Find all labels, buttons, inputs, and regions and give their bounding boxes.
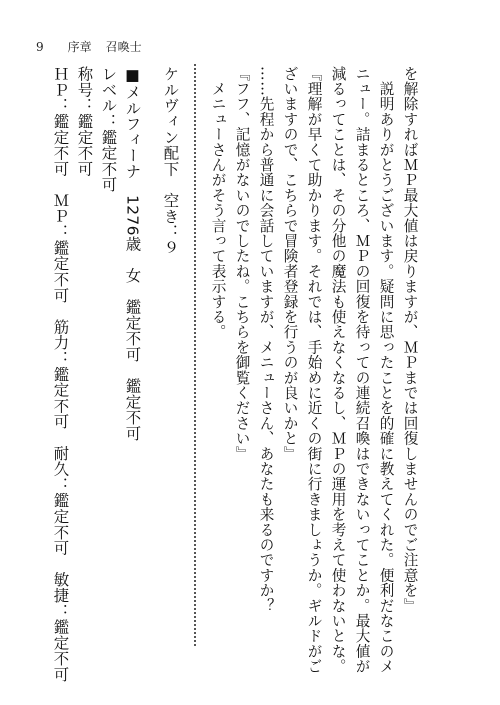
dotted-divider [194, 64, 196, 646]
body-text-line: ……先程から普通に会話していますが、メニューさん、あなたも来るのですか？ [257, 66, 275, 614]
running-header [36, 38, 142, 55]
body-text-line: 『理解が早くて助かります。それでは、手始めに近くの街に行きましょうか。ギルドがご [305, 66, 323, 674]
status-title: ケルヴィン配下 空き：９ [161, 66, 180, 256]
chapter-label: 序章 [67, 40, 92, 54]
status-level-line: レベル：鑑定不可 [99, 66, 118, 193]
status-title-line: 称号：鑑定不可 [75, 66, 94, 177]
page-number: 9 [36, 40, 44, 54]
body-text-line: 減るってことは、その分他の魔法も使えなくなるし、ＭＰの運用を考えて使わないとな。 [329, 66, 347, 674]
body-text-line: ざいますので、こちらで冒険者登録を行うのが良いかと』 [281, 66, 299, 462]
status-name-line: ■メルフィーナ 1276歳 女 鑑定不可 鑑定不可 [123, 66, 142, 442]
body-text-line: 説明ありがとうございます。疑問に思ったことを的確に教えてくれた。便利だなこのメ [377, 66, 395, 674]
body-text-line: ニュー。詰まるところ、ＭＰの回復を待っての連続召喚はできないってことか。最大値が [353, 66, 371, 674]
status-stats-line: ＨＰ：鑑定不可 ＭＰ：鑑定不可 筋力：鑑定不可 耐久：鑑定不可 敏捷：鑑定不可 [51, 66, 70, 683]
chapter-title: 召喚士 [105, 40, 142, 54]
body-text-line: メニューさんがそう言って表示する。 [209, 66, 227, 340]
body-text-line: 『フフ、記憶がないのでしたね。こちらを御覧ください』 [233, 66, 251, 462]
body-text-line: を解除すればＭＰ最大値は戻りますが、ＭＰまでは回復しませんのでご注意を』 [401, 66, 419, 614]
